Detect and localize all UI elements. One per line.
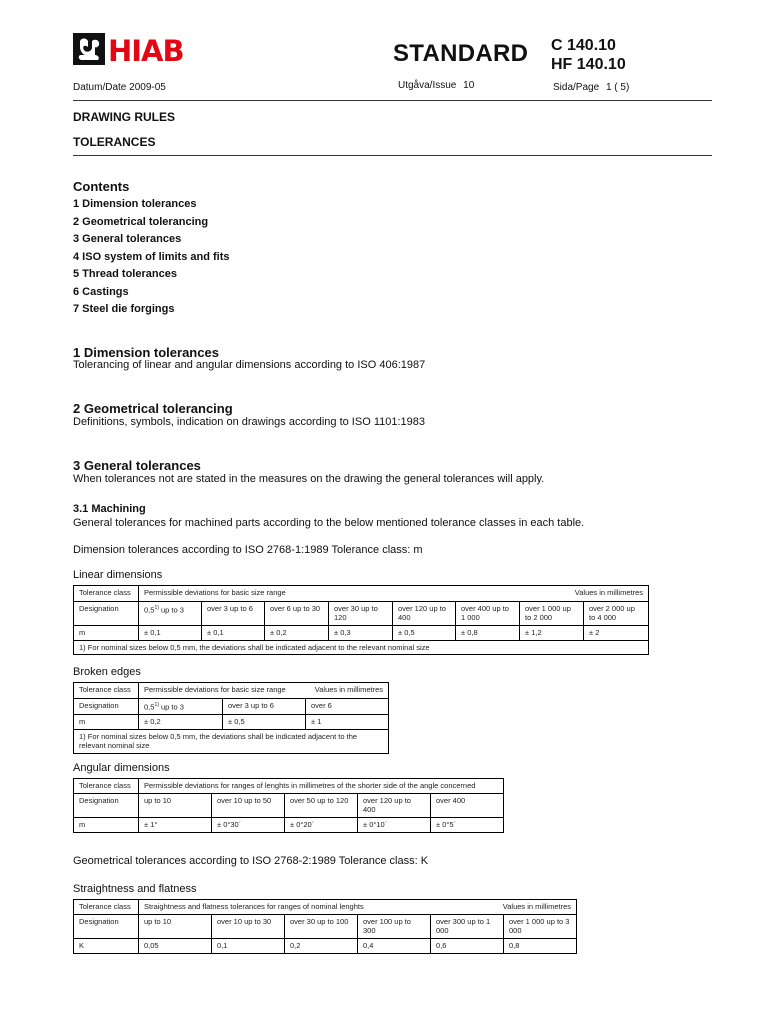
broken-desc: Permissible deviations for basic size range [144, 685, 286, 694]
standard-code-hf: HF 140.10 [551, 56, 626, 73]
section-1-heading: 1 Dimension tolerances [73, 345, 219, 360]
angular-value: ± 0°10´ [358, 818, 431, 833]
straight-designation-label: Designation [74, 915, 139, 939]
contents-heading: Contents [73, 179, 130, 194]
linear-class-label: Tolerance class [74, 586, 139, 602]
angular-class-label: Tolerance class [74, 779, 139, 794]
standard-codes [551, 36, 626, 74]
broken-row-class: m [74, 715, 139, 730]
angular-desc: Permissible deviations for ranges of lenghts in millimetres of the shorter side of the angle concerned [139, 779, 504, 794]
linear-row-class: m [74, 626, 139, 641]
linear-value: ± 0,2 [265, 626, 329, 641]
angular-range: over 400 [431, 794, 504, 818]
angular-dimensions-table [73, 778, 504, 833]
issue-meta [398, 80, 474, 91]
section-3-text: When tolerances not are stated in the measures on the drawing the general tolerances will apply. [73, 473, 545, 485]
section-3-1-text: General tolerances for machined parts according to the below mentioned tolerance classes in each table. [73, 517, 585, 529]
linear-range-7: over 2 000 up to 4 000 [584, 602, 649, 626]
broken-value: ± 0,2 [139, 715, 223, 730]
hiab-logo-icon [73, 33, 185, 65]
contents-item: 4 ISO system of limits and fits [73, 250, 230, 263]
geometrical-tolerance-text: Geometrical tolerances according to ISO 2768-2:1989 Tolerance class: K [73, 855, 429, 867]
linear-value: ± 0,1 [202, 626, 265, 641]
contents-item: 3 General tolerances [73, 233, 182, 245]
linear-designation-label: Designation [74, 602, 139, 626]
linear-dimensions-table [73, 585, 649, 655]
linear-table-title: Linear dimensions [73, 569, 163, 581]
angular-range: up to 10 [139, 794, 212, 818]
angular-value: ± 0°30´ [212, 818, 285, 833]
section-3-1-heading: 3.1 Machining [73, 503, 146, 515]
straight-units: Values in millimetres [502, 902, 571, 911]
angular-table-title: Angular dimensions [73, 762, 170, 774]
broken-range-1: over 3 up to 6 [223, 699, 306, 715]
section-2-text: Definitions, symbols, indication on drawings according to ISO 1101:1983 [73, 416, 425, 428]
broken-table-title: Broken edges [73, 666, 141, 678]
issue-value: 10 [463, 80, 475, 91]
contents-item: 7 Steel die forgings [73, 303, 175, 315]
straight-range: over 10 up to 30 [212, 915, 285, 939]
straightness-flatness-table [73, 899, 577, 954]
issue-label: Utgåva/Issue [398, 80, 457, 91]
contents-item: 2 Geometrical tolerancing [73, 215, 209, 228]
linear-range-2: over 6 up to 30 [265, 602, 329, 626]
straight-desc: Straightness and flatness tolerances for ranges of nominal lenghts [144, 902, 364, 911]
date-value: 2009-05 [129, 82, 166, 93]
angular-designation-label: Designation [74, 794, 139, 818]
contents-item: 1 Dimension tolerances [73, 198, 197, 210]
straight-range: over 30 up to 100 [285, 915, 358, 939]
table-row [74, 818, 504, 833]
linear-units: Values in millimetres [574, 588, 643, 597]
linear-range-6: over 1 000 up to 2 000 [520, 602, 584, 626]
straight-value: 0,1 [212, 939, 285, 954]
angular-range: over 10 up to 50 [212, 794, 285, 818]
broken-class-label: Tolerance class [74, 683, 139, 699]
broken-range-2: over 6 [306, 699, 389, 715]
straight-range: up to 10 [139, 915, 212, 939]
linear-value: ± 2 [584, 626, 649, 641]
title-divider [73, 155, 712, 156]
straight-class-label: Tolerance class [74, 900, 139, 915]
section-2-heading: 2 Geometrical tolerancing [73, 401, 233, 416]
angular-range: over 50 up to 120 [285, 794, 358, 818]
broken-edges-table [73, 682, 389, 754]
straight-desc-cell [139, 900, 577, 915]
straight-range: over 1 000 up to 3 000 [504, 915, 577, 939]
date-label: Datum/Date [73, 82, 127, 93]
linear-note: 1) For nominal sizes below 0,5 mm, the deviations shall be indicated adjacent to the relevant nominal size [74, 641, 649, 655]
angular-value: ± 1° [139, 818, 212, 833]
broken-range-0: 0,5$^{1)}$ up to 3 [139, 699, 223, 715]
angular-range: over 120 up to 400 [358, 794, 431, 818]
linear-value: ± 0,8 [456, 626, 520, 641]
linear-value: ± 1,2 [520, 626, 584, 641]
linear-range-1: over 3 up to 6 [202, 602, 265, 626]
linear-range-4: over 120 up to 400 [393, 602, 456, 626]
angular-value: ± 0°20´ [285, 818, 358, 833]
linear-desc-cell [139, 586, 649, 602]
broken-designation-label: Designation [74, 699, 139, 715]
date-meta [73, 82, 166, 93]
linear-range-0: 0,5$^{1)}$ up to 3 [139, 602, 202, 626]
page-label: Sida/Page [553, 82, 600, 93]
broken-units: Values in millimetres [314, 685, 383, 694]
table-row [74, 715, 389, 730]
linear-range-3: over 30 up to 120 [329, 602, 393, 626]
straight-value: 0,6 [431, 939, 504, 954]
linear-range-5: over 400 up to 1 000 [456, 602, 520, 626]
broken-desc-cell [139, 683, 389, 699]
contents-item: 5 Thread tolerances [73, 268, 177, 280]
angular-row-class: m [74, 818, 139, 833]
straight-value: 0,8 [504, 939, 577, 954]
contents-list [73, 196, 230, 319]
page-value: 1 ( 5) [605, 82, 630, 93]
logo-text: HIAB [108, 34, 184, 65]
standard-label: STANDARD [393, 40, 529, 67]
broken-value: ± 1 [306, 715, 389, 730]
hiab-logo [73, 33, 185, 65]
linear-desc: Permissible deviations for basic size range [144, 588, 286, 597]
linear-value: ± 0,5 [393, 626, 456, 641]
table-row [74, 939, 577, 954]
straight-table-title: Straightness and flatness [73, 883, 197, 895]
linear-value: ± 0,3 [329, 626, 393, 641]
doc-subtitle: TOLERANCES [73, 135, 156, 149]
broken-value: ± 0,5 [223, 715, 306, 730]
straight-value: 0,05 [139, 939, 212, 954]
angular-value: ± 0°5´ [431, 818, 504, 833]
straight-value: 0,2 [285, 939, 358, 954]
straight-value: 0,4 [358, 939, 431, 954]
section-1-text: Tolerancing of linear and angular dimensions according to ISO 406:1987 [73, 359, 426, 371]
header-divider [73, 100, 712, 101]
dimension-tolerance-text: Dimension tolerances according to ISO 2768-1:1989 Tolerance class: m [73, 544, 423, 556]
linear-value: ± 0,1 [139, 626, 202, 641]
straight-row-class: K [74, 939, 139, 954]
section-3-heading: 3 General tolerances [73, 458, 201, 473]
doc-title: DRAWING RULES [73, 110, 175, 124]
straight-range: over 100 up to 300 [358, 915, 431, 939]
straight-range: over 300 up to 1 000 [431, 915, 504, 939]
standard-code-c: C 140.10 [551, 37, 616, 54]
broken-note: 1) For nominal sizes below 0,5 mm, the deviations shall be indicated adjacent to the relevant nominal size [74, 730, 389, 754]
table-row [74, 626, 649, 641]
page-meta [553, 82, 629, 93]
contents-item: 6 Castings [73, 285, 129, 298]
